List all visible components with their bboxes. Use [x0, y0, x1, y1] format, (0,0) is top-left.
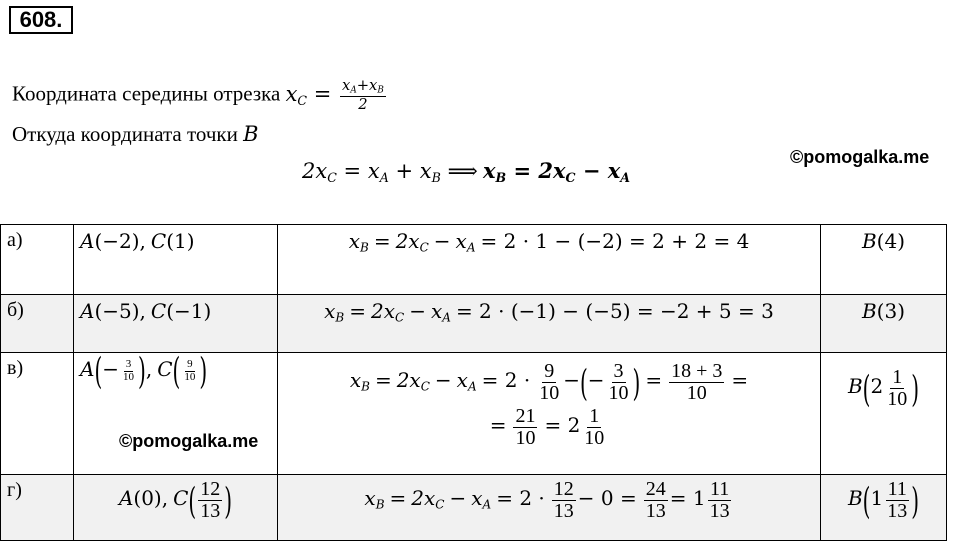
problem-number: 608. — [9, 6, 73, 34]
row-given: A(0), C( $\frac{12}{13}$ ) — [74, 475, 278, 541]
row-solution: $x_B = 2x_C - x_A = 2 \cdot (-1) - (-5) = -2 + 5 = 3$ — [278, 295, 821, 353]
solutions-table — [0, 224, 947, 541]
row-given: A(−5), C(−1) — [74, 295, 278, 353]
row-solution: $x_B = 2x_C - x_A = 2$ · $\frac{12}{13}$ − 0 = $\frac{24}{13}$ = 1 $\frac{11}{13}$ — [278, 475, 821, 541]
row-answer: B(2 $\frac{1}{10}$ ) — [821, 353, 947, 475]
row-answer: B(3) — [821, 295, 947, 353]
row-given: A(−2), C(1) — [74, 225, 278, 295]
row-solution: $x_B = 2x_C - x_A = 2 \cdot 1 - (-2) = 2 + 2 = 4$ — [278, 225, 821, 295]
row-label: г) — [1, 475, 74, 541]
watermark-top: ©pomogalka.me — [790, 147, 930, 167]
watermark-table: ©pomogalka.me — [119, 431, 259, 451]
main-formula-result: $x_B = 2x_C - x_A$ — [482, 158, 631, 185]
whence-text: Откуда координата точки — [12, 122, 238, 146]
intro-whence-line — [12, 122, 259, 147]
whence-point: B — [243, 122, 259, 146]
main-formula: $2x_C = x_A + x_B$ ⟹ $x_B = 2x_C - x_A$ — [302, 158, 631, 185]
row-label: б) — [1, 295, 74, 353]
row-solution: $x_B = 2x_C - x_A = 2$ · $\frac{9}{10}$ −(− $\frac{3}{10}$ ) = $\frac{18 + 3}{10}$ = = $\frac{21}{10}$ = 2 $\frac{1}{10}$ — [278, 353, 821, 475]
table-row — [1, 225, 947, 295]
intro-midpoint-line — [12, 78, 388, 112]
midpoint-fraction: $\frac{x_A+x_B}{2}$ — [342, 77, 384, 113]
table-row — [1, 353, 947, 475]
table-row — [1, 475, 947, 541]
midpoint-text: Координата середины отрезка — [12, 81, 281, 106]
row-given: A(− $\frac{3}{10}$ ), C( $\frac{9}{10}$ ) ©pomogalka.me — [74, 353, 278, 475]
table-row — [1, 295, 947, 353]
row-label: в) — [1, 353, 74, 475]
midpoint-formula: $x_C$ = $\frac{x_A+x_B}{2}$ — [285, 77, 384, 113]
row-answer: B(4) — [821, 225, 947, 295]
row-label: а) — [1, 225, 74, 295]
row-answer: B(1 $\frac{11}{13}$ ) — [821, 475, 947, 541]
